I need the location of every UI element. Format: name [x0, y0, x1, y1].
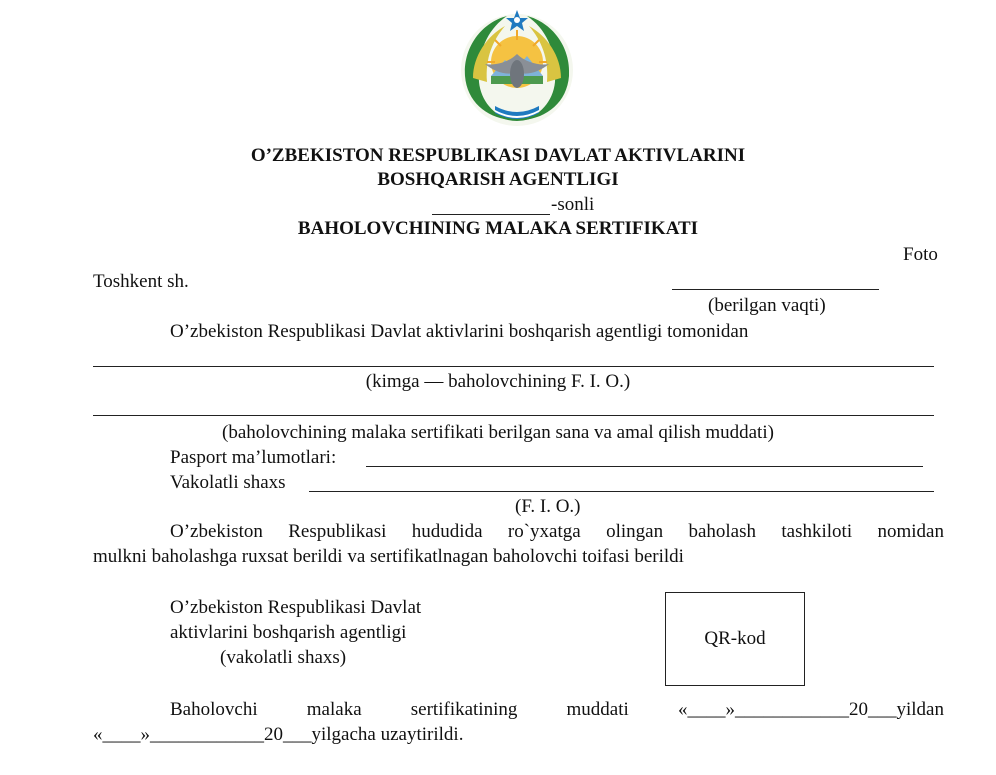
authorized-line: [309, 491, 934, 492]
photo-label: Foto: [903, 244, 938, 265]
issue-date-caption: (berilgan vaqti): [708, 295, 826, 316]
extension-date-from: «____»____________20___yildan: [677, 699, 944, 720]
signature-line1: O’zbekiston Respublikasi Davlat: [170, 597, 422, 618]
permission-line1: O’zbekiston Respublikasi hududida ro`yxatga olingan baholash tashkiloti nomidan: [170, 521, 944, 542]
signature-line2: aktivlarini boshqarish agentligi: [170, 622, 407, 643]
intro-text: O’zbekiston Respublikasi Davlat aktivlarini boshqarish agentligi tomonidan: [170, 321, 749, 342]
fio-caption: (F. I. O.): [515, 496, 581, 517]
permission-line2: mulkni baholashga ruxsat berildi va sertifikatlnagan baholovchi toifasi berildi: [93, 546, 684, 567]
extension-word: sertifikatining: [410, 699, 518, 720]
passport-label: Pasport ma’lumotlari:: [170, 447, 337, 468]
extension-word: muddati: [566, 699, 629, 720]
extension-word: Baholovchi: [170, 699, 258, 720]
recipient-line: [93, 366, 934, 367]
authorized-label: Vakolatli shaxs: [170, 472, 286, 493]
agency-name-line2: BOSHQARISH AGENTLIGI: [377, 169, 619, 190]
number-blank-line: [432, 214, 550, 215]
validity-line: [93, 415, 934, 416]
certificate-title: BAHOLOVCHINING MALAKA SERTIFIKATI: [297, 218, 699, 239]
uzbekistan-coat-of-arms-icon: [455, 6, 579, 130]
passport-line: [366, 466, 923, 467]
agency-name-line1: O’ZBEKISTON RESPUBLIKASI DAVLAT AKTIVLARINI: [250, 145, 746, 166]
extension-line2: «____»____________20___yilgacha uzaytirildi.: [93, 724, 464, 745]
qr-code-label: QR-kod: [704, 628, 766, 649]
validity-caption: (baholovchining malaka sertifikati berilgan sana va amal qilish muddati): [222, 422, 774, 443]
issue-date-line: [672, 289, 879, 290]
extension-word: malaka: [306, 699, 362, 720]
recipient-caption: (kimga — baholovchining F. I. O.): [365, 371, 631, 392]
extension-line1: [170, 698, 944, 722]
number-suffix: -sonli: [551, 194, 595, 215]
qr-code-box: [665, 592, 805, 686]
city-label: Toshkent sh.: [93, 271, 189, 292]
signature-role: (vakolatli shaxs): [220, 647, 347, 668]
